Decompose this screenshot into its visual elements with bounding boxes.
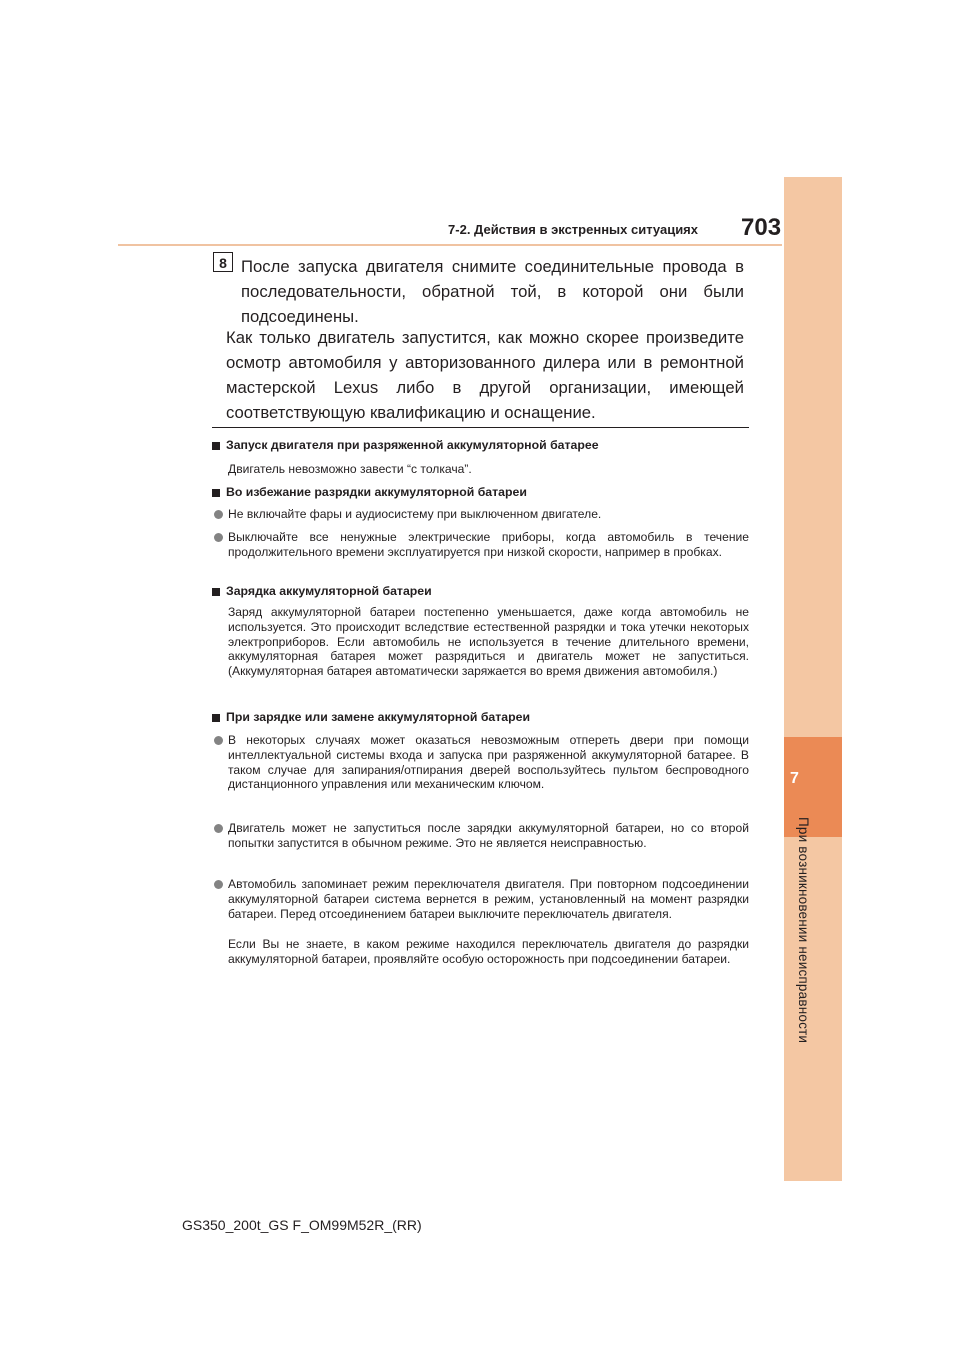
document-code-footer: GS350_200t_GS F_OM99M52R_(RR) [182,1217,422,1233]
section-heading: При зарядке или замене аккумуляторной батареи [226,710,531,724]
section-heading: Запуск двигателя при разряженной аккумуляторной батарее [226,438,599,452]
round-bullet [214,824,223,833]
chapter-number: 7 [790,770,799,787]
round-bullet [214,510,223,519]
section-square-bullet [212,489,220,497]
chapter-number-box [784,737,842,837]
section-square-bullet [212,588,220,596]
section-square-bullet [212,442,220,450]
step-text: После запуска двигателя снимите соединительные провода в последовательности, обратной той, в которой они были подсоединены. [241,257,744,326]
round-bullet [214,533,223,542]
bullet-continuation-text: Если Вы не знаете, в каком режиме находился переключатель двигателя до разрядки аккумуляторной батареи, проявляйте особую осторожность при подсоединении батареи. [228,937,749,966]
section-heading: Во избежание разрядки аккумуляторной батареи [226,485,527,499]
round-bullet [214,736,223,745]
intro-paragraph: Как только двигатель запустится, как можно скорее произведите осмотр автомобиля у авторизованного дилера или в ремонтной мастерской Lexus либо в другой организации, имеющей соответствующую квалификацию и оснащение. [226,328,744,422]
section-heading: Зарядка аккумуляторной батареи [226,584,432,598]
bullet-text: Выключайте все ненужные электрические приборы, когда автомобиль в течение продолжительного времени эксплуатируется при низкой скорости, например в пробках. [228,530,749,559]
chapter-title-vertical: При возникновении неисправности [796,817,811,1044]
bullet-text: Не включайте фары и аудиосистему при выключенном двигателе. [228,507,602,521]
header-section-title: 7-2. Действия в экстренных ситуациях [448,222,698,237]
round-bullet [214,880,223,889]
section-square-bullet [212,714,220,722]
chapter-side-tab [784,177,842,1181]
bullet-text: Двигатель может не запуститься после зарядки аккумуляторной батареи, но со второй попытки запустится в обычном режиме. Это не является неисправностью. [228,821,749,850]
section-text: Заряд аккумуляторной батареи постепенно уменьшается, даже когда автомобиль не используется. Это происходит вследствие естественной разрядки и тока утечки некоторых электроприборов. Если автомобиль не используется в течение длительного времени, аккумуляторная батарея может разрядиться и двигатель может не запуститься. (Аккумуляторная батарея автоматически заряжается во время движения автомобиля.) [228,605,749,679]
header-rule [118,244,782,246]
section-text: Двигатель невозможно завести “с толкача”. [228,462,472,476]
step-number-badge: 8 [213,252,233,272]
section-divider [212,427,749,428]
bullet-text: Автомобиль запоминает режим переключателя двигателя. При повторном подсоединении аккумуляторной батареи система вернется в режим, установленный на момент разрядки батареи. Перед отсоединением батареи выключите переключатель двигателя. [228,877,749,921]
page-number: 703 [741,214,782,241]
bullet-text: В некоторых случаях может оказаться невозможным отпереть двери при помощи интеллектуальной системы входа и запуска при разряженной аккумуляторной батарее. В таком случае для запирания/отпирания дверей воспользуйтесь пультом беспроводного дистанционного управления или механическим ключом. [228,733,749,792]
